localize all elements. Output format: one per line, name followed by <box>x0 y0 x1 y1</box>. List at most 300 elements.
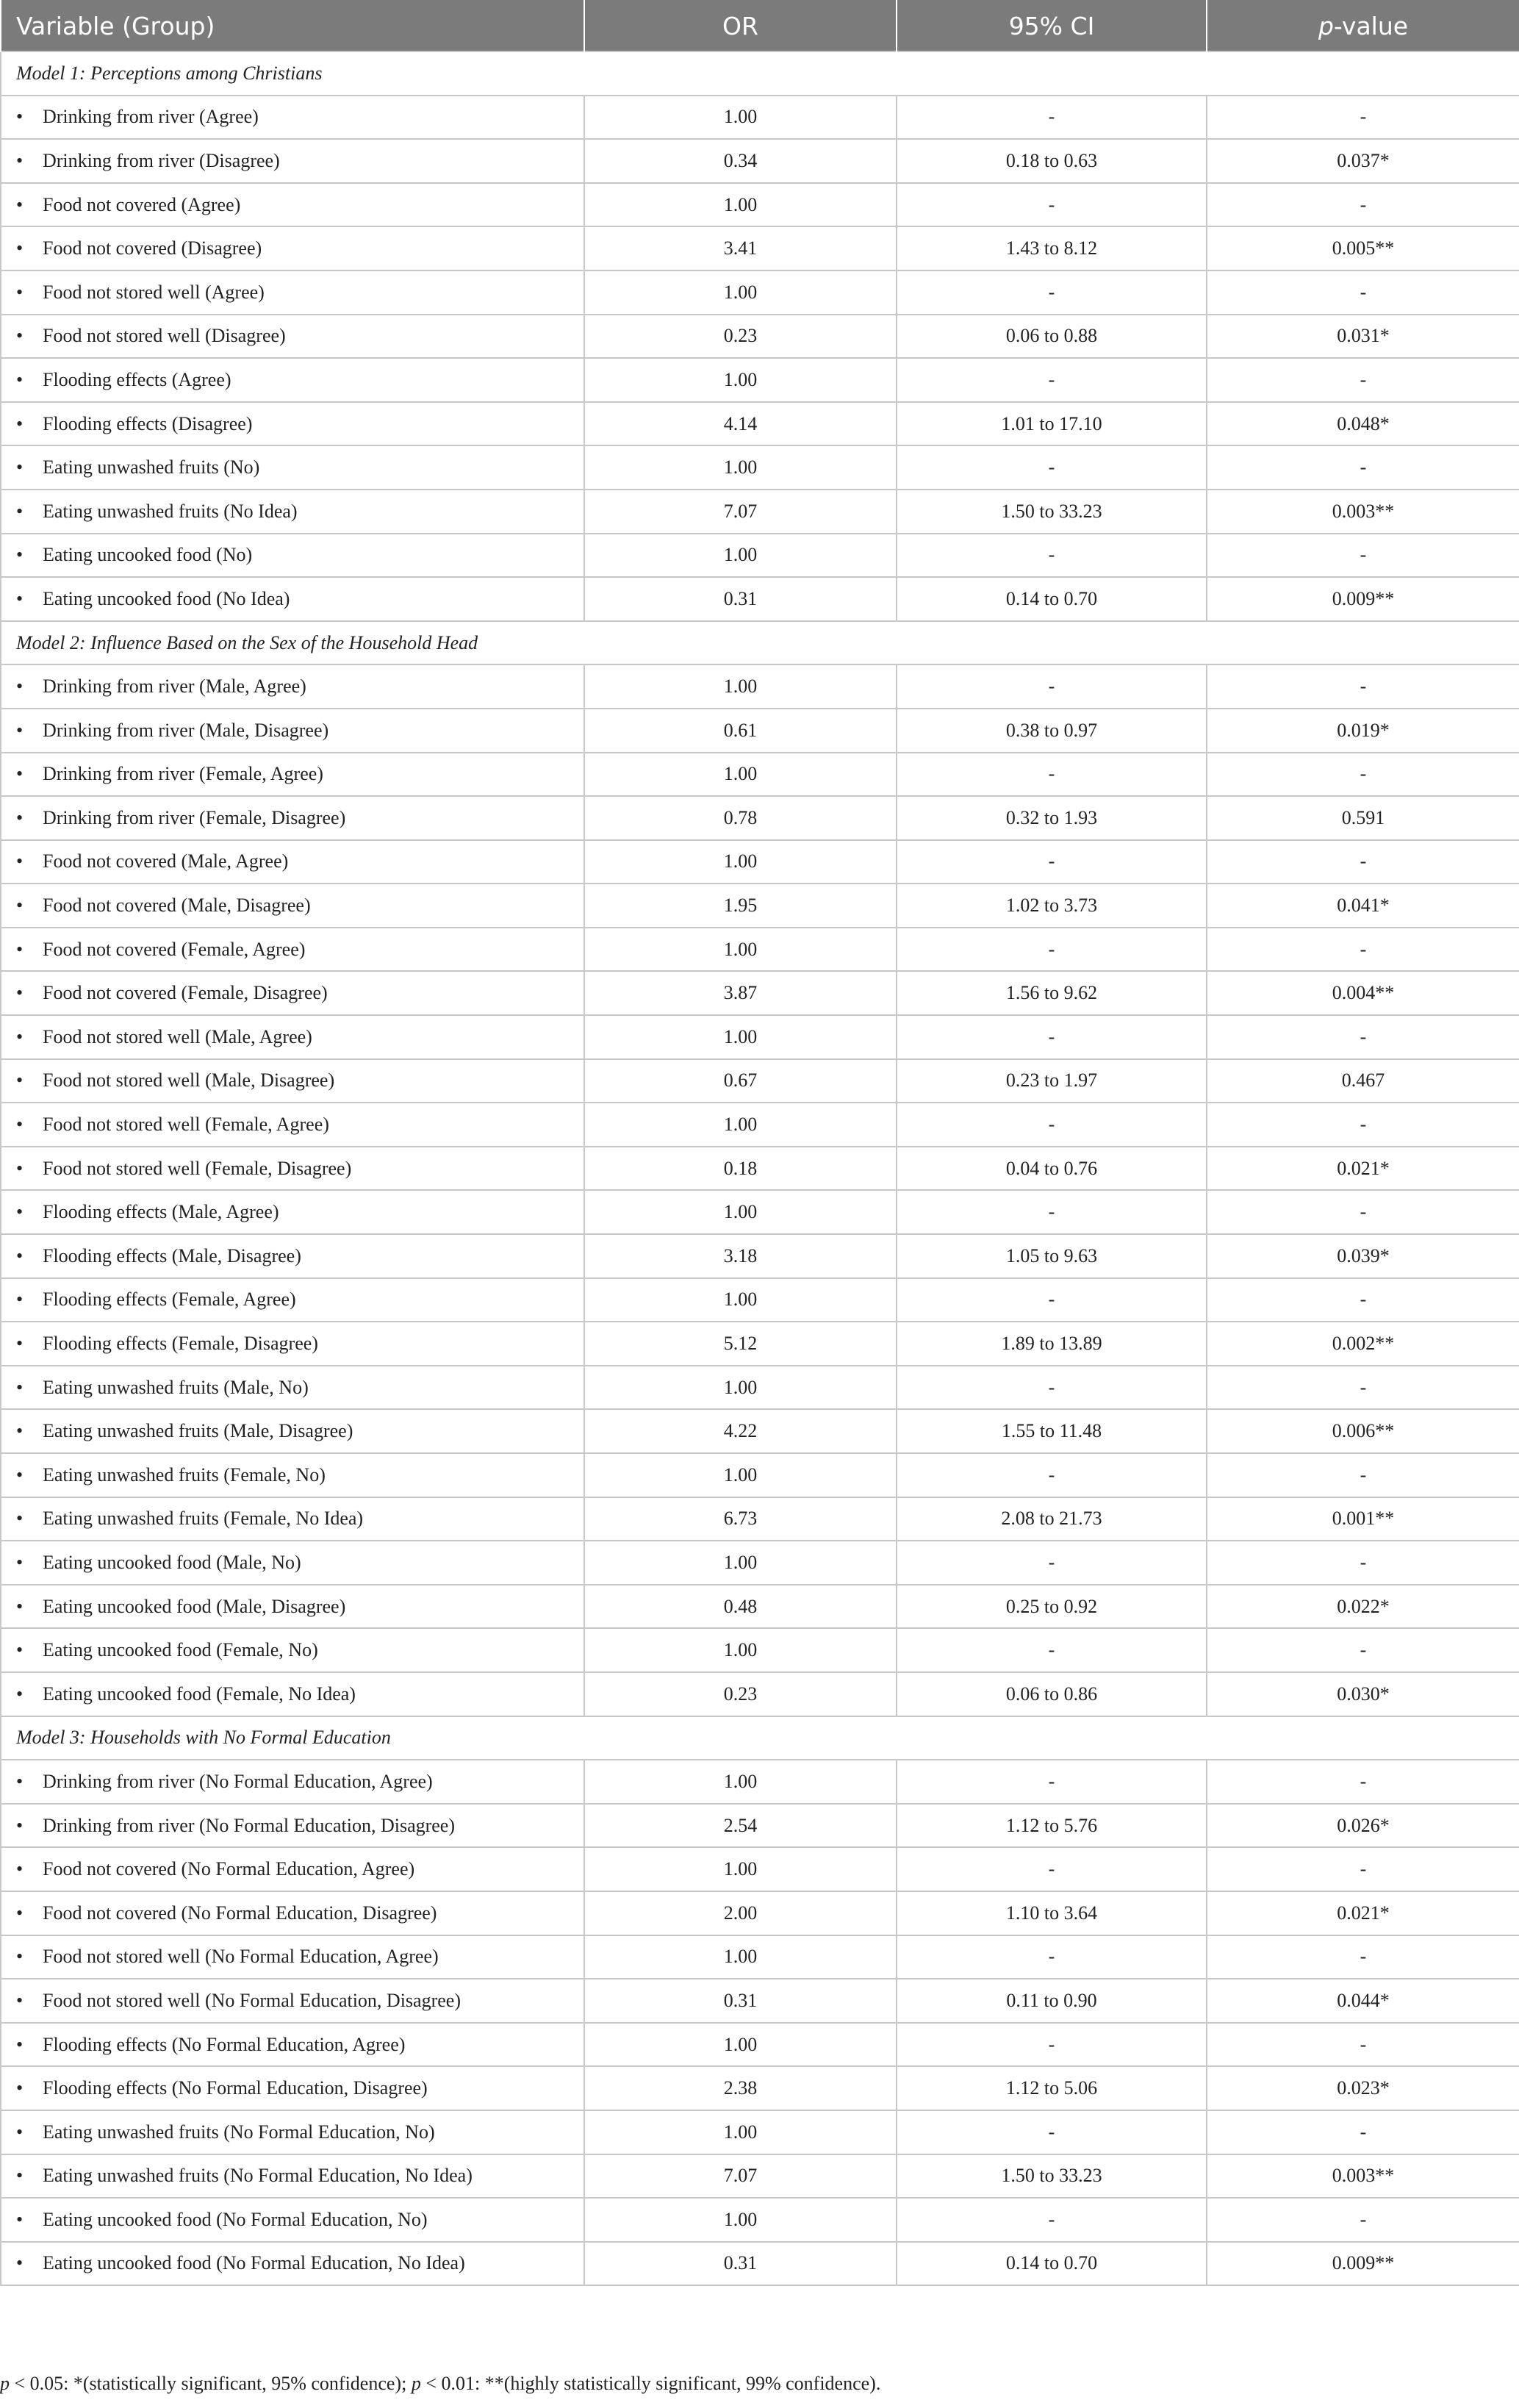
variable-label: Eating uncooked food (Male, No) <box>43 1551 301 1573</box>
bullet-icon: • <box>16 1376 24 1398</box>
or-cell: 1.00 <box>584 2198 897 2242</box>
ci-cell: - <box>897 183 1207 227</box>
or-cell: 0.31 <box>584 1979 897 2023</box>
bullet-icon: • <box>16 368 24 390</box>
section-row <box>1 621 1519 665</box>
table-row <box>1 2110 1519 2154</box>
p-value-cell: 0.021* <box>1207 1891 1519 1935</box>
variable-cell <box>1 2198 584 2242</box>
table-row <box>1 840 1519 884</box>
variable-label: Eating uncooked food (Male, Disagree) <box>43 1595 346 1617</box>
variable-label: Drinking from river (Disagree) <box>43 149 280 171</box>
variable-label: Food not stored well (Male, Agree) <box>43 1025 312 1047</box>
or-cell: 0.18 <box>584 1147 897 1191</box>
ci-cell: 0.23 to 1.97 <box>897 1059 1207 1103</box>
or-cell: 1.00 <box>584 1015 897 1059</box>
p-value-cell: - <box>1207 270 1519 315</box>
or-cell: 1.00 <box>584 1847 897 1891</box>
variable-cell <box>1 1979 584 2023</box>
or-cell: 1.00 <box>584 840 897 884</box>
ci-cell: - <box>897 270 1207 315</box>
variable-cell <box>1 1453 584 1497</box>
bullet-icon: • <box>16 1989 24 2011</box>
ci-cell: - <box>897 1541 1207 1585</box>
or-cell: 7.07 <box>584 490 897 534</box>
ci-cell: 0.06 to 0.88 <box>897 315 1207 359</box>
variable-cell <box>1 96 584 140</box>
p-value-cell: - <box>1207 2198 1519 2242</box>
variable-label: Flooding effects (No Formal Education, Disagree) <box>43 2077 428 2099</box>
table-row <box>1 315 1519 359</box>
table-row <box>1 1497 1519 1541</box>
ci-cell: - <box>897 1628 1207 1672</box>
p-value-cell: - <box>1207 2023 1519 2067</box>
p-value-cell: - <box>1207 183 1519 227</box>
variable-cell <box>1 1541 584 1585</box>
ci-cell: - <box>897 664 1207 709</box>
header-p-value <box>1207 1 1519 52</box>
p-value-cell: 0.026* <box>1207 1804 1519 1848</box>
bullet-icon: • <box>16 412 24 434</box>
table-row <box>1 1585 1519 1629</box>
variable-label: Drinking from river (No Formal Education, Agree) <box>43 1770 433 1792</box>
variable-cell <box>1 2242 584 2286</box>
variable-label: Food not covered (Female, Agree) <box>43 938 306 960</box>
variable-cell <box>1 1322 584 1366</box>
ci-cell: - <box>897 1935 1207 1979</box>
variable-label: Eating uncooked food (No Formal Education, No Idea) <box>43 2252 465 2274</box>
bullet-icon: • <box>16 982 24 1004</box>
table-row <box>1 1672 1519 1716</box>
bullet-icon: • <box>16 1683 24 1705</box>
footnote-text2: < 0.01: **(highly statistically significant, 99% confidence). <box>420 2373 881 2394</box>
ci-cell: - <box>897 1015 1207 1059</box>
table-row <box>1 226 1519 270</box>
bullet-icon: • <box>16 1770 24 1792</box>
header-variable: Variable (Group) <box>1 1 584 52</box>
or-cell: 2.38 <box>584 2066 897 2110</box>
bullet-icon: • <box>16 1639 24 1661</box>
variable-cell <box>1 139 584 183</box>
variable-label: Food not covered (Female, Disagree) <box>43 982 328 1004</box>
variable-label: Drinking from river (Male, Agree) <box>43 676 306 698</box>
p-value-cell: - <box>1207 1366 1519 1410</box>
table-row <box>1 1234 1519 1278</box>
variable-cell <box>1 1409 584 1453</box>
variable-cell <box>1 1847 584 1891</box>
variable-label: Eating uncooked food (No Idea) <box>43 587 290 609</box>
variable-label: Food not stored well (Agree) <box>43 281 265 303</box>
ci-cell: 1.50 to 33.23 <box>897 490 1207 534</box>
variable-label: Flooding effects (Male, Agree) <box>43 1201 279 1223</box>
variable-label: Flooding effects (Female, Agree) <box>43 1289 296 1311</box>
p-value-cell: - <box>1207 1015 1519 1059</box>
table-row <box>1 534 1519 578</box>
variable-cell <box>1 1234 584 1278</box>
ci-cell: 1.01 to 17.10 <box>897 402 1207 446</box>
table-row <box>1 1015 1519 1059</box>
or-cell: 0.67 <box>584 1059 897 1103</box>
variable-label: Drinking from river (Male, Disagree) <box>43 719 329 741</box>
variable-cell <box>1 884 584 928</box>
table-row <box>1 1979 1519 2023</box>
or-cell: 1.00 <box>584 270 897 315</box>
or-cell: 1.00 <box>584 753 897 797</box>
variable-label: Flooding effects (Male, Disagree) <box>43 1244 301 1266</box>
ci-cell: 0.11 to 0.90 <box>897 1979 1207 2023</box>
bullet-icon: • <box>16 763 24 785</box>
ci-cell: - <box>897 2198 1207 2242</box>
variable-cell <box>1 2023 584 2067</box>
p-value-cell: - <box>1207 445 1519 490</box>
variable-cell <box>1 534 584 578</box>
p-value-cell: 0.009** <box>1207 2242 1519 2286</box>
ci-cell: - <box>897 534 1207 578</box>
variable-cell <box>1 840 584 884</box>
p-value-cell: 0.030* <box>1207 1672 1519 1716</box>
ci-cell: 1.89 to 13.89 <box>897 1322 1207 1366</box>
or-cell: 0.23 <box>584 1672 897 1716</box>
p-value-cell: 0.467 <box>1207 1059 1519 1103</box>
ci-cell: 1.10 to 3.64 <box>897 1891 1207 1935</box>
or-cell: 0.78 <box>584 796 897 840</box>
ci-cell: - <box>897 1103 1207 1147</box>
variable-cell <box>1 1147 584 1191</box>
ci-cell: 2.08 to 21.73 <box>897 1497 1207 1541</box>
table-row <box>1 2198 1519 2242</box>
table-row <box>1 664 1519 709</box>
ci-cell: - <box>897 1366 1207 1410</box>
bullet-icon: • <box>16 1551 24 1573</box>
table-row <box>1 796 1519 840</box>
p-value-cell: 0.009** <box>1207 577 1519 621</box>
p-value-cell: 0.001** <box>1207 1497 1519 1541</box>
variable-label: Eating unwashed fruits (Female, No) <box>43 1463 326 1486</box>
table-row <box>1 139 1519 183</box>
or-cell: 2.54 <box>584 1804 897 1848</box>
or-cell: 1.00 <box>584 1278 897 1322</box>
bullet-icon: • <box>16 1595 24 1617</box>
variable-label: Eating unwashed fruits (Male, Disagree) <box>43 1420 353 1442</box>
variable-label: Food not stored well (Male, Disagree) <box>43 1069 335 1092</box>
bullet-icon: • <box>16 850 24 872</box>
or-cell: 1.00 <box>584 1366 897 1410</box>
table-row <box>1 1322 1519 1366</box>
ci-cell: 0.25 to 0.92 <box>897 1585 1207 1629</box>
variable-cell <box>1 971 584 1015</box>
ci-cell: - <box>897 1760 1207 1804</box>
variable-cell <box>1 1190 584 1234</box>
table-header-row <box>1 1 1519 52</box>
variable-label: Food not covered (Agree) <box>43 193 241 215</box>
p-value-cell: 0.003** <box>1207 490 1519 534</box>
or-cell: 1.95 <box>584 884 897 928</box>
variable-label: Food not covered (Disagree) <box>43 237 262 259</box>
bullet-icon: • <box>16 1025 24 1047</box>
bullet-icon: • <box>16 193 24 215</box>
variable-cell <box>1 1366 584 1410</box>
table-row <box>1 1935 1519 1979</box>
p-value-cell: 0.048* <box>1207 402 1519 446</box>
table-row <box>1 1628 1519 1672</box>
table-row <box>1 1760 1519 1804</box>
variable-label: Eating uncooked food (Female, No Idea) <box>43 1683 356 1705</box>
p-value-cell: - <box>1207 840 1519 884</box>
or-cell: 5.12 <box>584 1322 897 1366</box>
variable-label: Drinking from river (No Formal Education, Disagree) <box>43 1814 456 1836</box>
ci-cell: - <box>897 2110 1207 2154</box>
table-row <box>1 2242 1519 2286</box>
ci-cell: - <box>897 1190 1207 1234</box>
bullet-icon: • <box>16 1289 24 1311</box>
or-cell: 3.41 <box>584 226 897 270</box>
variable-cell <box>1 709 584 753</box>
variable-cell <box>1 315 584 359</box>
or-cell: 1.00 <box>584 2110 897 2154</box>
or-cell: 0.31 <box>584 577 897 621</box>
variable-cell <box>1 1059 584 1103</box>
variable-label: Drinking from river (Female, Disagree) <box>43 806 346 828</box>
p-value-cell: 0.019* <box>1207 709 1519 753</box>
variable-cell <box>1 2110 584 2154</box>
ci-cell: 0.04 to 0.76 <box>897 1147 1207 1191</box>
ci-cell: - <box>897 928 1207 972</box>
variable-cell <box>1 183 584 227</box>
bullet-icon: • <box>16 895 24 917</box>
ci-cell: - <box>897 753 1207 797</box>
p-value-cell: - <box>1207 664 1519 709</box>
or-cell: 1.00 <box>584 928 897 972</box>
table-row <box>1 1453 1519 1497</box>
variable-label: Food not stored well (Disagree) <box>43 325 286 347</box>
table-row <box>1 1147 1519 1191</box>
p-value-cell: - <box>1207 1190 1519 1234</box>
table-row <box>1 2066 1519 2110</box>
p-value-cell: - <box>1207 753 1519 797</box>
ci-cell: - <box>897 445 1207 490</box>
bullet-icon: • <box>16 1508 24 1530</box>
table-row <box>1 270 1519 315</box>
or-cell: 0.23 <box>584 315 897 359</box>
table-row <box>1 1278 1519 1322</box>
variable-label: Food not covered (Male, Disagree) <box>43 895 311 917</box>
variable-label: Flooding effects (No Formal Education, Agree) <box>43 2033 406 2055</box>
table-row <box>1 445 1519 490</box>
table-row <box>1 96 1519 140</box>
p-value-cell: 0.031* <box>1207 315 1519 359</box>
p-value-cell: - <box>1207 96 1519 140</box>
p-value-cell: - <box>1207 1628 1519 1672</box>
or-cell: 0.61 <box>584 709 897 753</box>
variable-cell <box>1 445 584 490</box>
table-row <box>1 358 1519 402</box>
or-cell: 1.00 <box>584 1453 897 1497</box>
or-cell: 7.07 <box>584 2154 897 2199</box>
header-p-rest: -value <box>1333 11 1409 40</box>
bullet-icon: • <box>16 456 24 479</box>
p-value-cell: 0.041* <box>1207 884 1519 928</box>
p-value-cell: - <box>1207 1541 1519 1585</box>
variable-cell <box>1 1103 584 1147</box>
or-cell: 1.00 <box>584 664 897 709</box>
ci-cell: 0.14 to 0.70 <box>897 2242 1207 2286</box>
variable-label: Eating unwashed fruits (No) <box>43 456 260 479</box>
or-cell: 4.14 <box>584 402 897 446</box>
p-value-cell: 0.002** <box>1207 1322 1519 1366</box>
table-row <box>1 2154 1519 2199</box>
ci-cell: 0.06 to 0.86 <box>897 1672 1207 1716</box>
table-row <box>1 1190 1519 1234</box>
or-cell: 1.00 <box>584 445 897 490</box>
ci-cell: 0.32 to 1.93 <box>897 796 1207 840</box>
table-row <box>1 1059 1519 1103</box>
p-value-cell: - <box>1207 358 1519 402</box>
p-value-cell: 0.591 <box>1207 796 1519 840</box>
ci-cell: 1.50 to 33.23 <box>897 2154 1207 2199</box>
ci-cell: 1.12 to 5.06 <box>897 2066 1207 2110</box>
table-row <box>1 1541 1519 1585</box>
or-cell: 3.18 <box>584 1234 897 1278</box>
variable-cell <box>1 2154 584 2199</box>
variable-label: Food not covered (No Formal Education, Disagree) <box>43 1902 437 1924</box>
variable-cell <box>1 577 584 621</box>
or-cell: 1.00 <box>584 1935 897 1979</box>
variable-cell <box>1 928 584 972</box>
or-cell: 1.00 <box>584 183 897 227</box>
ci-cell: 1.56 to 9.62 <box>897 971 1207 1015</box>
table-row <box>1 884 1519 928</box>
p-value-cell: 0.004** <box>1207 971 1519 1015</box>
table-row <box>1 2023 1519 2067</box>
bullet-icon: • <box>16 1201 24 1223</box>
or-cell: 1.00 <box>584 1190 897 1234</box>
bullet-icon: • <box>16 806 24 828</box>
variable-cell <box>1 664 584 709</box>
variable-cell <box>1 1497 584 1541</box>
variable-cell <box>1 2066 584 2110</box>
variable-label: Flooding effects (Agree) <box>43 368 231 390</box>
header-p-italic: p <box>1318 11 1334 40</box>
variable-cell <box>1 1585 584 1629</box>
variable-cell <box>1 1628 584 1672</box>
bullet-icon: • <box>16 2033 24 2055</box>
bullet-icon: • <box>16 2077 24 2099</box>
table-row <box>1 183 1519 227</box>
bullet-icon: • <box>16 587 24 609</box>
bullet-icon: • <box>16 1157 24 1179</box>
ci-cell: 0.14 to 0.70 <box>897 577 1207 621</box>
ci-cell: - <box>897 358 1207 402</box>
table-row <box>1 1103 1519 1147</box>
or-cell: 0.34 <box>584 139 897 183</box>
bullet-icon: • <box>16 1069 24 1092</box>
bullet-icon: • <box>16 2252 24 2274</box>
table-row <box>1 1409 1519 1453</box>
table-row <box>1 753 1519 797</box>
bullet-icon: • <box>16 1114 24 1136</box>
bullet-icon: • <box>16 1244 24 1266</box>
ci-cell: - <box>897 840 1207 884</box>
bullet-icon: • <box>16 676 24 698</box>
footnote-text1: < 0.05: *(statistically significant, 95% confidence); <box>10 2373 412 2394</box>
or-cell: 0.31 <box>584 2242 897 2286</box>
header-ci: 95% CI <box>897 1 1207 52</box>
variable-cell <box>1 270 584 315</box>
variable-label: Eating unwashed fruits (No Formal Education, No Idea) <box>43 2165 473 2187</box>
or-cell: 0.48 <box>584 1585 897 1629</box>
variable-label: Eating uncooked food (No) <box>43 544 253 566</box>
variable-cell <box>1 1935 584 1979</box>
variable-label: Eating unwashed fruits (No Idea) <box>43 500 298 522</box>
ci-cell: 1.55 to 11.48 <box>897 1409 1207 1453</box>
bullet-icon: • <box>16 1858 24 1880</box>
variable-cell <box>1 753 584 797</box>
variable-label: Food not stored well (No Formal Education, Agree) <box>43 1946 439 1968</box>
table-row <box>1 1847 1519 1891</box>
p-value-cell: - <box>1207 928 1519 972</box>
variable-label: Eating unwashed fruits (Male, No) <box>43 1376 309 1398</box>
variable-cell <box>1 1278 584 1322</box>
p-value-cell: - <box>1207 1847 1519 1891</box>
bullet-icon: • <box>16 1333 24 1355</box>
bullet-icon: • <box>16 938 24 960</box>
ci-cell: 1.43 to 8.12 <box>897 226 1207 270</box>
bullet-icon: • <box>16 325 24 347</box>
section-title: Model 1: Perceptions among Christians <box>1 51 1519 96</box>
or-cell: 1.00 <box>584 2023 897 2067</box>
variable-label: Drinking from river (Agree) <box>43 106 259 128</box>
p-value-cell: - <box>1207 2110 1519 2154</box>
bullet-icon: • <box>16 544 24 566</box>
variable-cell <box>1 1672 584 1716</box>
table-row <box>1 490 1519 534</box>
variable-label: Eating unwashed fruits (No Formal Education, No) <box>43 2121 435 2143</box>
variable-label: Flooding effects (Female, Disagree) <box>43 1333 318 1355</box>
variable-cell <box>1 1760 584 1804</box>
p-value-cell: - <box>1207 1278 1519 1322</box>
or-cell: 1.00 <box>584 534 897 578</box>
section-title: Model 3: Households with No Formal Education <box>1 1716 1519 1760</box>
or-cell: 3.87 <box>584 971 897 1015</box>
ci-cell: 1.12 to 5.76 <box>897 1804 1207 1848</box>
p-value-cell: 0.005** <box>1207 226 1519 270</box>
p-value-cell: - <box>1207 1935 1519 1979</box>
variable-label: Eating uncooked food (Female, No) <box>43 1639 318 1661</box>
p-value-cell: 0.003** <box>1207 2154 1519 2199</box>
bullet-icon: • <box>16 2208 24 2230</box>
bullet-icon: • <box>16 1420 24 1442</box>
bullet-icon: • <box>16 2165 24 2187</box>
bullet-icon: • <box>16 1946 24 1968</box>
or-cell: 1.00 <box>584 358 897 402</box>
variable-cell <box>1 358 584 402</box>
section-row <box>1 51 1519 96</box>
table-row <box>1 709 1519 753</box>
p-value-cell: - <box>1207 534 1519 578</box>
table-row <box>1 1366 1519 1410</box>
variable-cell <box>1 490 584 534</box>
p-value-cell: - <box>1207 1760 1519 1804</box>
or-cell: 1.00 <box>584 1628 897 1672</box>
variable-label: Food not stored well (Female, Agree) <box>43 1114 329 1136</box>
p-value-cell: 0.022* <box>1207 1585 1519 1629</box>
bullet-icon: • <box>16 106 24 128</box>
variable-label: Eating uncooked food (No Formal Education, No) <box>43 2208 428 2230</box>
variable-cell <box>1 1015 584 1059</box>
variable-cell <box>1 226 584 270</box>
table-row <box>1 971 1519 1015</box>
section-title: Model 2: Influence Based on the Sex of the Household Head <box>1 621 1519 665</box>
